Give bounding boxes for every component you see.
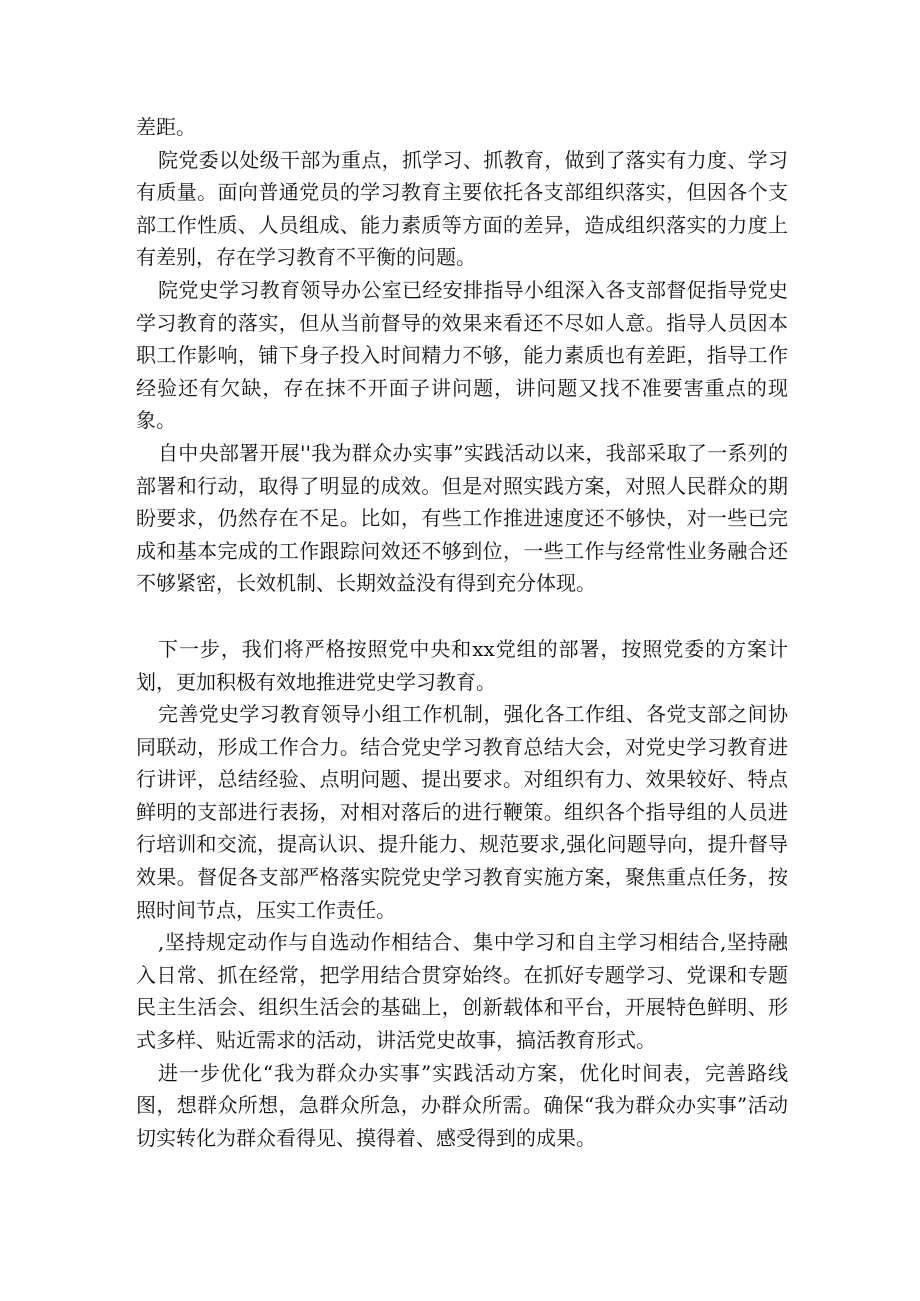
paragraph: 院党委以处级干部为重点，抓学习、抓教育，做到了落实有力度、学习有质量。面向普通党员的学习教育主要依托各支部组织落实，但因各个支部工作性质、人员组成、能力素质等方面的差异，造成组织落实的力度上有差别，存在学习教育不平衡的问题。 [136, 147, 788, 270]
paragraph: 进一步优化“我为群众办实事”实践活动方案，优化时间表，完善路线图，想群众所想，急群众所急，办群众所需。确保“我为群众办实事”活动切实转化为群众看得见、摸得着、感受得到的成果。 [136, 1060, 788, 1150]
paragraph: 差距。 [136, 115, 196, 139]
paragraph-spacer [136, 600, 788, 633]
paragraph: 院党史学习教育领导办公室已经安排指导小组深入各支部督促指导党史学习教育的落实，但从当前督导的效果来看还不尽如人意。指导人员因本职工作影响，铺下身子投入时间精力不够，能力素质也有差距，指导工作经验还有欠缺，存在抹不开面子讲问题，讲问题又找不准要害重点的现象。 [136, 277, 788, 433]
paragraph: ,坚持规定动作与自选动作相结合、集中学习和自主学习相结合,坚持融入日常、抓在经常，把学用结合贯穿始终。在抓好专题学习、党课和专题民主生活会、组织生活会的基础上，创新载体和平台，开展特色鲜明、形式多样、贴近需求的活动，讲活党史故事，搞活教育形式。 [136, 930, 788, 1053]
paragraph: 完善党史学习教育领导小组工作机制，强化各工作组、各党支部之间协同联动，形成工作合力。结合党史学习教育总结大会，对党史学习教育进行讲评，总结经验、点明问题、提出要求。对组织有力、效果较好、特点鲜明的支部进行表扬，对相对落后的进行鞭策。组织各个指导组的人员进行培训和交流，提高认识、提升能力、规范要求,强化问题导向，提升督导效果。督促各支部严格落实院党史学习教育实施方案，聚焦重点任务，按照时间节点，压实工作责任。 [136, 702, 788, 922]
paragraph: 自中央部署开展''我为群众办实事”实践活动以来，我部采取了一系列的部署和行动，取得了明显的成效。但是对照实践方案，对照人民群众的期盼要求，仍然存在不足。比如，有些工作推进速度还不够快，对一些已完成和基本完成的工作跟踪问效还不够到位，一些工作与经常性业务融合还不够紧密，长效机制、长期效益没有得到充分体现。 [136, 440, 788, 596]
paragraph: 下一步，我们将严格按照党中央和xx党组的部署，按照党委的方案计划，更加积极有效地推进党史学习教育。 [136, 636, 788, 694]
document-body [136, 111, 788, 1154]
